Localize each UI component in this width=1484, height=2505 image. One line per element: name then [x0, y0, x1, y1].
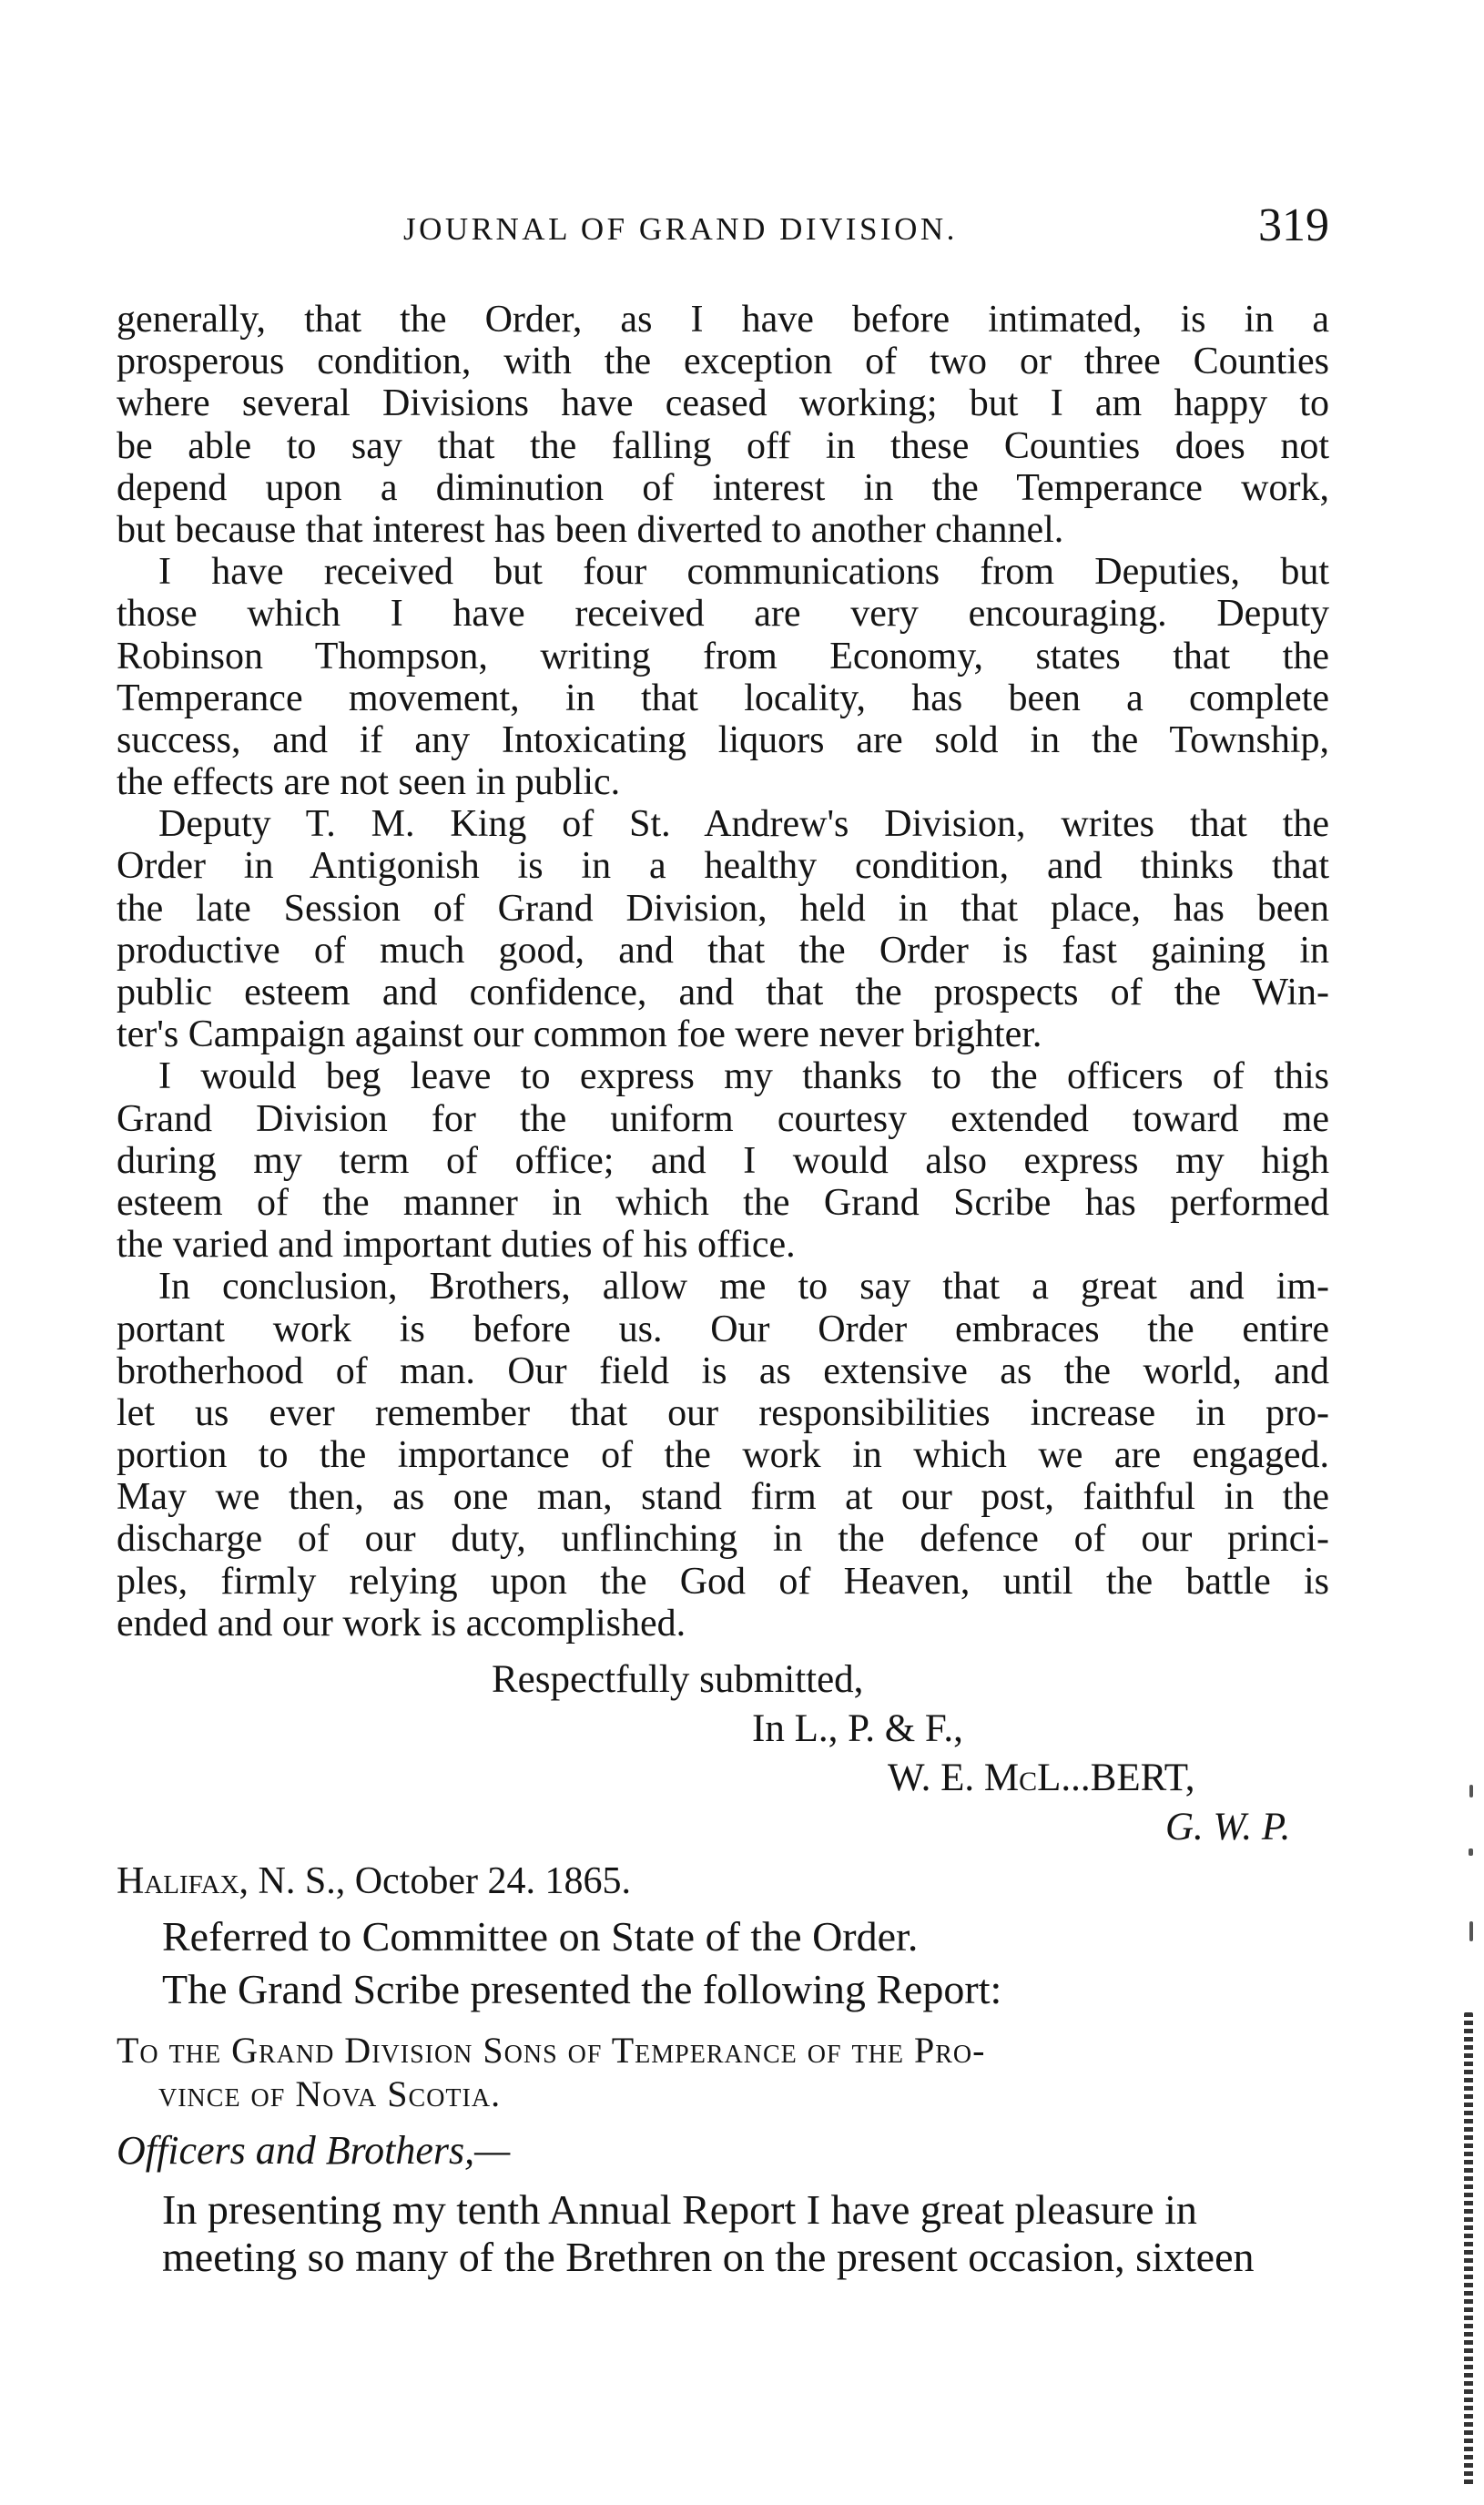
text-line: the effects are not seen in public.	[117, 761, 621, 804]
text-line: during my term of office; and I would also express my high	[117, 1139, 1329, 1182]
text-line: esteem of the manner in which the Grand Scribe has performed	[117, 1181, 1329, 1224]
text-line: portion to the importance of the work in which we are engaged.	[117, 1434, 1329, 1477]
report-address: To the Grand Division Sons of Temperance of the Pro-	[117, 2030, 986, 2071]
text-line: be able to say that the falling off in these Counties does not	[117, 424, 1329, 467]
text-line: success, and if any Intoxicating liquors are sold in the Township,	[117, 718, 1329, 761]
text-line: portant work is before us. Our Order embraces the entire	[117, 1308, 1329, 1350]
closing-line: In L., P. & F.,	[752, 1707, 963, 1750]
text-line: ter's Campaign against our common foe were never brighter.	[117, 1013, 1042, 1056]
text-line: Robinson Thompson, writing from Economy, states that the	[117, 635, 1329, 677]
text-line: the varied and important duties of his office.	[117, 1224, 796, 1267]
text-line: but because that interest has been diverted to another channel.	[117, 508, 1064, 551]
binding-mark	[1469, 1785, 1473, 1797]
binding-edge	[1464, 2012, 1473, 2486]
place-and-date	[117, 1859, 631, 1903]
text-line: generally, that the Order, as I have before intimated, is in a	[117, 299, 1329, 341]
body-text	[117, 299, 1329, 1645]
page-number: 319	[1258, 199, 1329, 251]
place-name: Halifax	[117, 1860, 239, 1902]
text-line: Temperance movement, in that locality, has been a complete	[117, 677, 1329, 719]
report-address: vince of Nova Scotia.	[158, 2073, 502, 2114]
text-line: In conclusion, Brothers, allow me to say that a great and im-	[158, 1266, 1329, 1309]
salutation: Officers and Brothers,—	[117, 2128, 511, 2173]
signature-title: G. W. P.	[1165, 1806, 1291, 1848]
report-intro: The Grand Scribe presented the following Report:	[162, 1966, 1002, 2012]
referred-note: Referred to Committee on State of the Order.	[162, 1913, 919, 1960]
text-line: May we then, as one man, stand firm at our post, faithful in the	[117, 1476, 1329, 1519]
text-line: Deputy T. M. King of St. Andrew's Division, writes that the	[158, 803, 1329, 846]
page-header	[117, 199, 1329, 271]
text-line: those which I have received are very encouraging. Deputy	[117, 593, 1329, 636]
binding-mark	[1469, 1848, 1473, 1856]
signature: W. E. McL...BERT,	[888, 1757, 1195, 1799]
text-line: where several Divisions have ceased working; but I am happy to	[117, 382, 1329, 425]
closing-line: Respectfully submitted,	[492, 1658, 864, 1701]
text-line: the late Session of Grand Division, held in that place, has been	[117, 887, 1329, 930]
text-line: productive of much good, and that the Order is fast gaining in	[117, 929, 1329, 972]
running-title: JOURNAL OF GRAND DIVISION.	[403, 211, 958, 247]
date-text: , N. S., October 24. 1865.	[239, 1860, 631, 1902]
text-line: let us ever remember that our responsibilities increase in pro-	[117, 1391, 1329, 1434]
text-line: ended and our work is accomplished.	[117, 1602, 686, 1645]
text-line: ples, firmly relying upon the God of Heaven, until the battle is	[117, 1560, 1329, 1603]
text-line: brotherhood of man. Our field is as extensive as the world, and	[117, 1349, 1329, 1392]
report-text-line: meeting so many of the Brethren on the present occasion, sixteen	[162, 2234, 1255, 2280]
binding-mark	[1469, 1921, 1473, 1941]
text-line: Order in Antigonish is in a healthy condition, and thinks that	[117, 845, 1329, 888]
text-line: depend upon a diminution of interest in the Temperance work,	[117, 466, 1329, 509]
report-text-line: In presenting my tenth Annual Report I have great pleasure in	[162, 2186, 1197, 2233]
text-line: prosperous condition, with the exception of two or three Counties	[117, 341, 1329, 383]
text-line: I would beg leave to express my thanks to the officers of this	[158, 1055, 1329, 1098]
text-line: discharge of our duty, unflinching in the defence of our princi-	[117, 1518, 1329, 1561]
text-line: I have received but four communications from Deputies, but	[158, 551, 1329, 594]
text-line: public esteem and confidence, and that the prospects of the Win-	[117, 972, 1329, 1013]
text-line: Grand Division for the uniform courtesy extended toward me	[117, 1097, 1329, 1140]
